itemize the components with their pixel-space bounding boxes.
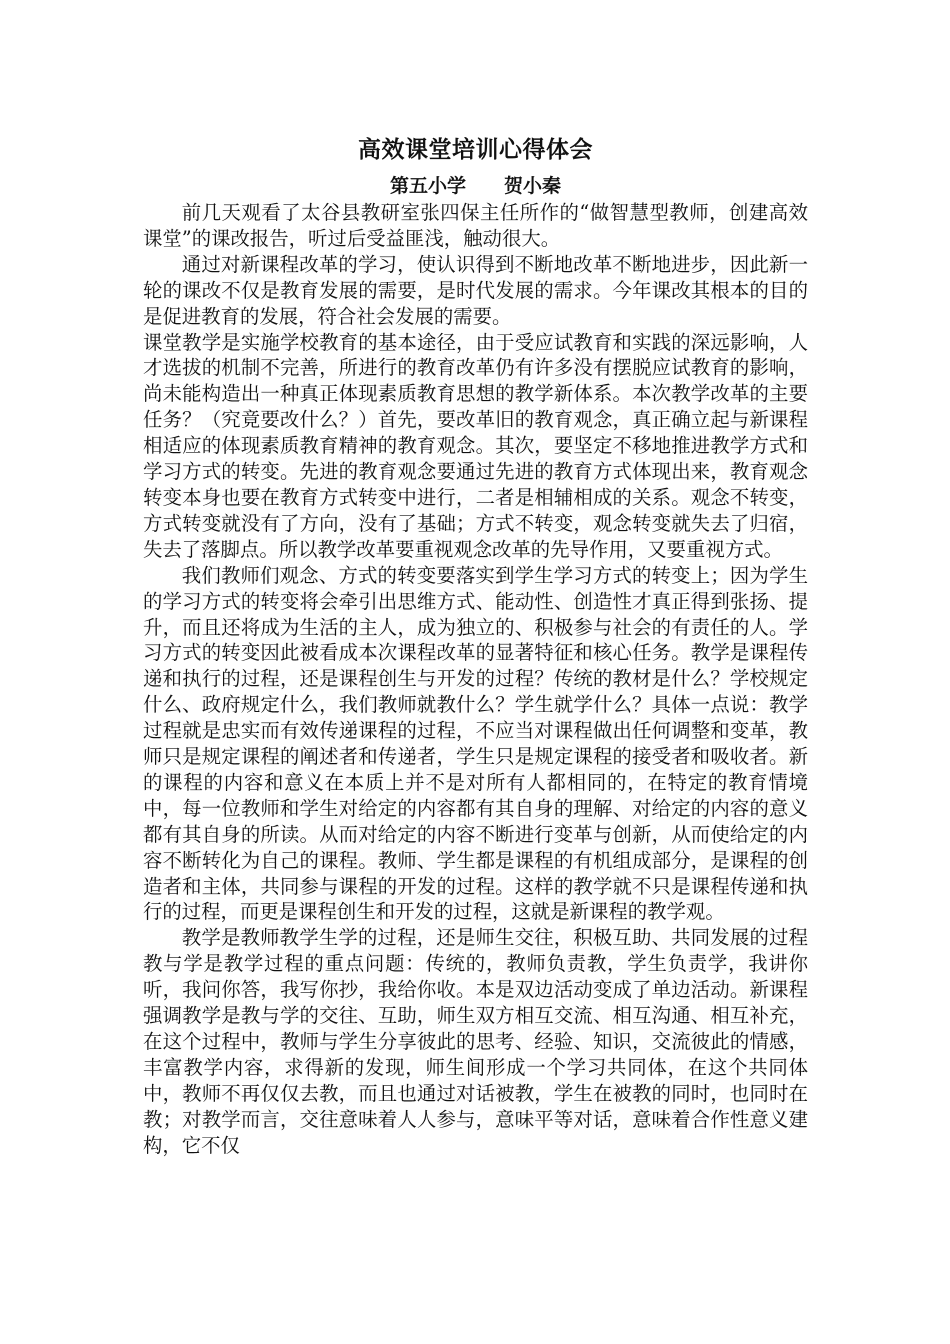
paragraph: 教学是教师教学生学的过程，还是师生交往，积极互助、共同发展的过程教与学是教学过程的重点问题：传统的，教师负责教，学生负责学，我讲你听，我问你答，我写你抄，我给你收。本是双边活动变成了单边活动。新课程强调教学是教与学的交往、互助，师生双方相互交流、相互沟通、相互补充，在这个过程中，教师与学生分享彼此的思考、经验、知识，交流彼此的情感，丰富教学内容，求得新的发现，师生间形成一个学习共同体，在这个共同体中，教师不再仅仅去教，而且也通过对话被教，学生在被教的同时，也同时在教；对教学而言，交往意味着人人参与，意味平等对话，意味着合作性意义建构，它不仅	[143, 926, 808, 1157]
document-title: 高效课堂培训心得体会	[358, 137, 593, 163]
document-page	[143, 132, 808, 1159]
document-author: 第五小学 贺小秦	[389, 175, 561, 197]
paragraph: 课堂教学是实施学校教育的基本途径，由于受应试教育和实践的深远影响，人才选拔的机制不完善，所进行的教育改革仍有许多没有摆脱应试教育的影响，尚未能构造出一种真正体现素质教育思想的教学新体系。本次教学改革的主要任务？（究竟要改什么？）首先，要改革旧的教育观念，真正确立起与新课程相适应的体现素质教育精神的教育观念。其次，要坚定不移地推进教学方式和学习方式的转变。先进的教育观念要通过先进的教育方式体现出来，教育观念转变本身也要在教育方式转变中进行，二者是相辅相成的关系。观念不转变，方式转变就没有了方向，没有了基础；方式不转变，观念转变就失去了归宿，失去了落脚点。所以教学改革要重视观念改革的先导作用，又要重视方式。	[143, 330, 808, 561]
paragraph: 通过对新课程改革的学习，使认识得到不断地改革不断地进步，因此新一轮的课改不仅是教育发展的需要，是时代发展的需求。今年课改其根本的目的是促进教育的发展，符合社会发展的需要。	[143, 252, 808, 328]
document-body	[143, 200, 808, 1159]
paragraph: 前几天观看了太谷县教研室张四保主任所作的“做智慧型教师，创建高效课堂”的课改报告，听过后受益匪浅，触动很大。	[143, 201, 808, 250]
paragraph: 我们教师们观念、方式的转变要落实到学生学习方式的转变上；因为学生的学习方式的转变将会牵引出思维方式、能动性、创造性才真正得到张扬、提升，而且还将成为生活的主人，成为独立的、积极参与社会的有责任的人。学习方式的转变因此被看成本次课程改革的显著特征和核心任务。教学是课程传递和执行的过程，还是课程创生与开发的过程？传统的教材是什么？学校规定什么、政府规定什么，我们教师就教什么？学生就学什么？具体一点说：教学过程就是忠实而有效传递课程的过程，不应当对课程做出任何调整和变革，教师只是规定课程的阐述者和传递者，学生只是规定课程的接受者和吸收者。新的课程的内容和意义在本质上并不是对所有人都相同的，在特定的教育情境中，每一位教师和学生对给定的内容都有其自身的理解、对给定的内容的意义都有其自身的所读。从而对给定的内容不断进行变革与创新，从而使给定的内容不断转化为自己的课程。教师、学生都是课程的有机组成部分，是课程的创造者和主体，共同参与课程的开发的过程。这样的教学就不只是课程传递和执行的过程，而更是课程创生和开发的过程，这就是新课程的教学观。	[143, 563, 808, 924]
